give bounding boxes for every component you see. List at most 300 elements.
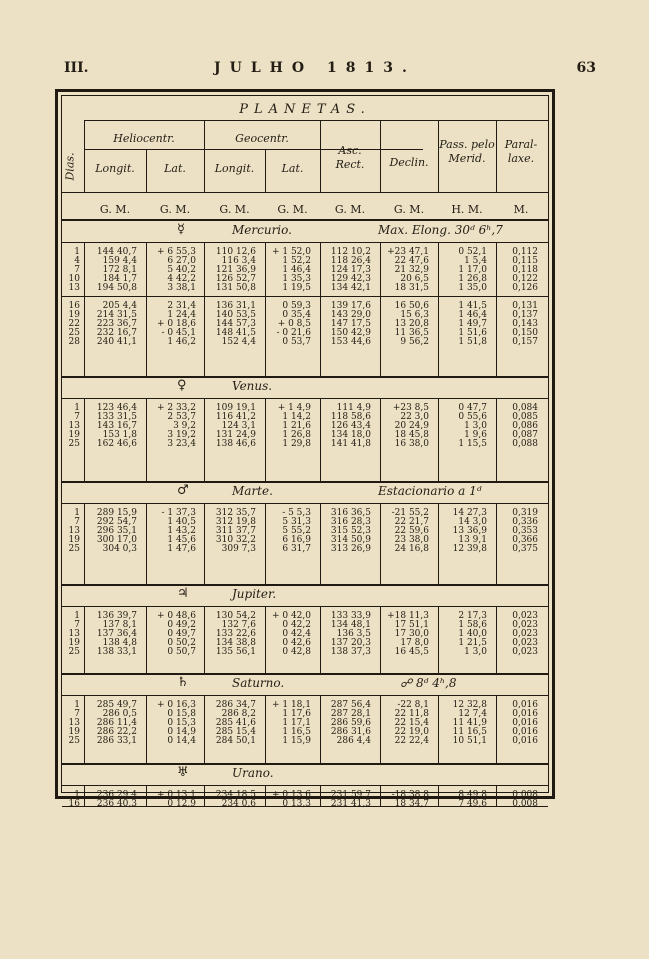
value-cell: 159 4,4 (102, 256, 137, 266)
value-cell: -18 38,8 (391, 790, 429, 800)
value-cell: 0,088 (512, 439, 538, 449)
value-cell: 285 41,6 (215, 718, 256, 728)
value-cell: 15 6,3 (400, 310, 429, 320)
planet-note: Max. Elong. 30ᵈ 6ʰ,7 (378, 223, 503, 237)
unit-label: G. M. (219, 203, 250, 216)
value-cell: 10 51,1 (452, 736, 487, 746)
value-cell: 1 15,5 (458, 439, 487, 449)
value-cell: 223 36,7 (96, 319, 137, 329)
value-cell: 11 41,9 (452, 718, 487, 728)
value-cell: 0,143 (512, 319, 538, 329)
value-cell: 1 19,5 (282, 283, 311, 293)
value-cell: 0,023 (512, 647, 538, 657)
value-cell: 22 3,0 (400, 412, 429, 422)
planet-name: Marte. (232, 484, 273, 498)
value-cell: 0 42,8 (282, 647, 311, 657)
value-cell: 1 52,2 (282, 256, 311, 266)
value-cell: 22 19,0 (394, 727, 429, 737)
day-cell: 13 (68, 526, 80, 536)
value-cell: 1 3,0 (464, 421, 487, 431)
value-cell: 153 44,6 (330, 337, 371, 347)
value-cell: 13 9,1 (458, 535, 487, 545)
value-cell: 286 33,1 (96, 736, 137, 746)
value-cell: 23 38,0 (394, 535, 429, 545)
value-cell: 316 28,3 (330, 517, 371, 527)
planet-name: Venus. (232, 379, 273, 393)
planet-note: Estacionario a 1ᵈ (378, 484, 482, 498)
value-cell: 1 17,0 (458, 265, 487, 275)
value-cell: 134 18,0 (330, 430, 371, 440)
day-cell: 1 (74, 700, 80, 710)
value-cell: 312 35,7 (215, 508, 256, 518)
value-cell: 162 46,6 (96, 439, 137, 449)
value-cell: 21 32,9 (394, 265, 429, 275)
value-cell: 234 18,5 (215, 790, 256, 800)
value-cell: 1 5,4 (464, 256, 487, 266)
planet-name: Mercurio. (232, 223, 292, 237)
value-cell: 124 3,1 (221, 421, 256, 431)
value-cell: 286 11,4 (96, 718, 137, 728)
value-cell: 172 8,1 (102, 265, 137, 275)
planet-note: ☍ 8ᵈ 4ʰ,8 (400, 676, 457, 690)
value-cell: 296 35,1 (96, 526, 137, 536)
geocentric-header: Geocentr. (235, 132, 289, 145)
value-cell: 0,008 (512, 799, 538, 809)
planet-table (61, 95, 549, 809)
day-cell: 13 (68, 283, 80, 293)
value-cell: 126 43,4 (330, 421, 371, 431)
value-cell: 311 37,7 (215, 526, 256, 536)
day-cell: 25 (68, 439, 80, 449)
value-cell: 18 34,7 (394, 799, 429, 809)
value-cell: 1 45,6 (167, 535, 196, 545)
table-row (62, 648, 548, 657)
value-cell: 133 31,5 (96, 412, 137, 422)
value-cell: -21 55,2 (391, 508, 429, 518)
value-cell: 1 35,3 (282, 274, 311, 284)
value-cell: 0 42,2 (282, 620, 311, 630)
value-cell: 1 9,6 (464, 430, 487, 440)
value-cell: 312 19,8 (215, 517, 256, 527)
value-cell: 0 50,7 (167, 647, 196, 657)
day-cell: 1 (74, 790, 80, 800)
value-cell: + 0 8,5 (277, 319, 311, 329)
value-cell: 184 1,7 (102, 274, 137, 284)
planet-symbol-icon: ♄ (177, 675, 189, 690)
value-cell: 289 15,9 (96, 508, 137, 518)
value-cell: 310 32,2 (215, 535, 256, 545)
page-section-number: III. (64, 60, 89, 76)
unit-label: G. M. (393, 203, 425, 216)
value-cell: 286 59,6 (330, 718, 371, 728)
value-cell: 140 53,5 (215, 310, 256, 320)
value-cell: 1 41,5 (458, 301, 487, 311)
value-cell: - 5 5,3 (282, 508, 311, 518)
value-cell: 0 15,8 (167, 709, 196, 719)
value-cell: 0 35,4 (282, 310, 311, 320)
value-cell: 0,087 (512, 430, 538, 440)
value-cell: 0,353 (512, 526, 538, 536)
value-cell: 8 49,8 (458, 790, 487, 800)
value-cell: 116 3,4 (221, 256, 256, 266)
value-cell: 0 15,3 (167, 718, 196, 728)
value-cell: 1 46,4 (458, 310, 487, 320)
value-cell: +23 8,5 (392, 403, 429, 413)
value-cell: 24 16,8 (394, 544, 429, 554)
value-cell: 0,008 (512, 790, 538, 800)
value-cell: 194 50,8 (96, 283, 137, 293)
value-cell: 240 41,1 (96, 337, 137, 347)
value-cell: 287 56,4 (330, 700, 371, 710)
day-cell: 19 (68, 638, 80, 648)
value-cell: - 1 37,3 (161, 508, 196, 518)
geo-latitude-header: Lat. (281, 162, 304, 175)
value-cell: 214 31,5 (96, 310, 137, 320)
value-cell: 138 33,1 (96, 647, 137, 657)
geo-longitude-header: Longit. (214, 162, 255, 175)
value-cell: 0,085 (512, 412, 538, 422)
day-cell: 25 (68, 544, 80, 554)
value-cell: 286 8,2 (221, 709, 256, 719)
value-cell: 300 17,0 (96, 535, 137, 545)
value-cell: 316 36,5 (330, 508, 371, 518)
value-cell: 1 24,4 (167, 310, 196, 320)
value-cell: 14 3,0 (458, 517, 487, 527)
day-cell: 19 (68, 310, 80, 320)
day-cell: 19 (68, 727, 80, 737)
value-cell: 1 51,8 (458, 337, 487, 347)
value-cell: 0,016 (512, 718, 538, 728)
value-cell: 12 32,8 (452, 700, 487, 710)
value-cell: 1 26,8 (458, 274, 487, 284)
value-cell: 123 46,4 (96, 403, 137, 413)
value-cell: 286 31,6 (330, 727, 371, 737)
value-cell: 0,131 (512, 301, 538, 311)
value-cell: 1 43,2 (167, 526, 196, 536)
value-cell: 109 19,1 (215, 403, 256, 413)
unit-label: G. M. (159, 203, 191, 216)
value-cell: -22 8,1 (397, 700, 429, 710)
value-cell: 0,336 (512, 517, 538, 527)
value-cell: 12 39,8 (452, 544, 487, 554)
value-cell: 152 4,4 (221, 337, 256, 347)
value-cell: 1 26,8 (282, 430, 311, 440)
value-cell: 0 42,6 (282, 638, 311, 648)
value-cell: 5 40,2 (167, 265, 196, 275)
value-cell: 0 55,6 (458, 412, 487, 422)
value-cell: 137 20,3 (330, 638, 371, 648)
value-cell: 236 29,4 (96, 790, 137, 800)
value-cell: 286 34,7 (215, 700, 256, 710)
value-cell: 144 57,3 (215, 319, 256, 329)
value-cell: 1 17,1 (282, 718, 311, 728)
value-cell: 0,122 (512, 274, 538, 284)
value-cell: 18 31,5 (394, 283, 429, 293)
value-cell: 112 10,2 (330, 247, 371, 257)
value-cell: 134 38,8 (215, 638, 256, 648)
value-cell: 130 54,2 (215, 611, 256, 621)
value-cell: 0,023 (512, 629, 538, 639)
value-cell: 126 52,7 (215, 274, 256, 284)
planet-table-frame (55, 89, 555, 809)
day-cell: 4 (74, 256, 80, 266)
value-cell: 1 16,5 (282, 727, 311, 737)
value-cell: 11 36,5 (394, 328, 429, 338)
value-cell: 116 41,2 (215, 412, 256, 422)
planet-symbol-icon: ♃ (177, 586, 189, 601)
value-cell: 118 26,4 (330, 256, 371, 266)
meridian-passage-header: Pass. pelo Merid. (439, 138, 495, 165)
value-cell: 124 17,3 (330, 265, 371, 275)
value-cell: 16 45,5 (394, 647, 429, 657)
value-cell: 1 21,6 (282, 421, 311, 431)
table-row (62, 545, 548, 554)
value-cell: 136 3,5 (336, 629, 371, 639)
value-cell: 0 53,7 (282, 337, 311, 347)
value-cell: + 0 42,0 (271, 611, 311, 621)
value-cell: 110 12,6 (215, 247, 256, 257)
value-cell: 20 24,9 (394, 421, 429, 431)
day-cell: 1 (74, 247, 80, 257)
value-cell: 143 29,0 (330, 310, 371, 320)
value-cell: 9 56,2 (400, 337, 429, 347)
day-cell: 10 (68, 274, 80, 284)
value-cell: 0 14,9 (167, 727, 196, 737)
value-cell: 1 21,5 (458, 638, 487, 648)
value-cell: 1 46,2 (167, 337, 196, 347)
unit-label: G. M. (334, 203, 366, 216)
value-cell: 111 4,9 (336, 403, 371, 413)
value-cell: 0,086 (512, 421, 538, 431)
day-cell: 7 (74, 620, 80, 630)
value-cell: 1 46,4 (282, 265, 311, 275)
value-cell: 1 3,0 (464, 647, 487, 657)
value-cell: 286 22,2 (96, 727, 137, 737)
value-cell: 1 29,8 (282, 439, 311, 449)
planet-symbol-icon: ♂ (177, 483, 189, 498)
value-cell: 0,126 (512, 283, 538, 293)
day-cell: 19 (68, 535, 80, 545)
value-cell: 6 16,9 (282, 535, 311, 545)
value-cell: - 0 21,6 (276, 328, 311, 338)
value-cell: 5 55,2 (282, 526, 311, 536)
day-cell: 16 (68, 301, 80, 311)
value-cell: 7 49,6 (458, 799, 487, 809)
value-cell: 2 31,4 (167, 301, 196, 311)
value-cell: 0,016 (512, 700, 538, 710)
value-cell: 315 52,3 (330, 526, 371, 536)
value-cell: 6 27,0 (167, 256, 196, 266)
value-cell: 1 40,5 (167, 517, 196, 527)
value-cell: 144 40,7 (96, 247, 137, 257)
day-cell: 13 (68, 629, 80, 639)
value-cell: 205 4,4 (102, 301, 137, 311)
value-cell: 136 31,1 (215, 301, 256, 311)
value-cell: 292 54,7 (96, 517, 137, 527)
value-cell: 137 8,1 (102, 620, 137, 630)
value-cell: 1 14,2 (282, 412, 311, 422)
day-cell: 1 (74, 611, 80, 621)
value-cell: 1 17,6 (282, 709, 311, 719)
planet-name: Saturno. (232, 676, 285, 690)
day-cell: 7 (74, 412, 80, 422)
day-cell: 28 (68, 337, 80, 347)
value-cell: + 6 55,3 (156, 247, 196, 257)
value-cell: 138 4,8 (102, 638, 137, 648)
value-cell: 0,023 (512, 638, 538, 648)
value-cell: 17 30,0 (394, 629, 429, 639)
value-cell: 309 7,3 (221, 544, 256, 554)
value-cell: 0 42,4 (282, 629, 311, 639)
day-cell: 1 (74, 508, 80, 518)
value-cell: 1 49,7 (458, 319, 487, 329)
value-cell: 3 19,2 (167, 430, 196, 440)
value-cell: 133 22,6 (215, 629, 256, 639)
value-cell: 148 41,5 (215, 328, 256, 338)
value-cell: + 0 13,6 (271, 790, 311, 800)
value-cell: 0,366 (512, 535, 538, 545)
value-cell: 232 16,7 (96, 328, 137, 338)
planet-name: Jupiter. (232, 587, 277, 601)
value-cell: +23 47,1 (387, 247, 429, 257)
value-cell: 231 41,3 (330, 799, 371, 809)
value-cell: 314 50,9 (330, 535, 371, 545)
value-cell: 0,115 (512, 256, 538, 266)
ascension-header: Asc. Rect. (335, 144, 365, 171)
value-cell: 138 46,6 (215, 439, 256, 449)
value-cell: 153 1,8 (102, 430, 137, 440)
day-cell: 1 (74, 403, 80, 413)
value-cell: 0,016 (512, 727, 538, 737)
planet-name: Urano. (232, 766, 274, 780)
value-cell: 2 53,7 (167, 412, 196, 422)
value-cell: 134 48,1 (330, 620, 371, 630)
value-cell: 285 15,4 (215, 727, 256, 737)
value-cell: 138 37,3 (330, 647, 371, 657)
value-cell: 131 24,9 (215, 430, 256, 440)
value-cell: + 0 48,6 (156, 611, 196, 621)
value-cell: 118 58,6 (330, 412, 371, 422)
table-row (62, 284, 548, 293)
value-cell: + 1 52,0 (271, 247, 311, 257)
day-cell: 7 (74, 517, 80, 527)
value-cell: 16 38,0 (394, 439, 429, 449)
day-cell: 19 (68, 430, 80, 440)
value-cell: 284 50,1 (215, 736, 256, 746)
value-cell: 1 47,6 (167, 544, 196, 554)
table-row (62, 800, 548, 809)
table-row (62, 440, 548, 449)
value-cell: 4 42,2 (167, 274, 196, 284)
value-cell: 0 49,7 (167, 629, 196, 639)
helio-longitude-header: Longit. (95, 162, 135, 175)
value-cell: 287 28,1 (330, 709, 371, 719)
value-cell: 286 0,5 (102, 709, 137, 719)
value-cell: 0 52,1 (458, 247, 487, 257)
value-cell: + 0 18,6 (156, 319, 196, 329)
day-cell: 13 (68, 718, 80, 728)
value-cell: 0 50,2 (167, 638, 196, 648)
value-cell: 121 36,9 (215, 265, 256, 275)
value-cell: 0,023 (512, 611, 538, 621)
value-cell: 1 15,9 (282, 736, 311, 746)
value-cell: 13 36,9 (452, 526, 487, 536)
value-cell: 236 40,3 (96, 799, 137, 809)
value-cell: 141 41,8 (330, 439, 371, 449)
day-cell: 25 (68, 647, 80, 657)
value-cell: 18 45,8 (394, 430, 429, 440)
day-cell: 7 (74, 709, 80, 719)
planet-symbol-icon: ♅ (177, 765, 189, 780)
unit-label: H. M. (451, 203, 483, 216)
value-cell: 1 40,0 (458, 629, 487, 639)
value-cell: 137 36,4 (96, 629, 137, 639)
day-cell: 22 (68, 319, 80, 329)
value-cell: 22 15,4 (394, 718, 429, 728)
day-cell: 25 (68, 328, 80, 338)
value-cell: 304 0,3 (102, 544, 137, 554)
value-cell: 22 11,8 (394, 709, 429, 719)
value-cell: 0,023 (512, 620, 538, 630)
value-cell: 22 21,7 (394, 517, 429, 527)
value-cell: 132 7,6 (221, 620, 256, 630)
unit-label: G. M. (99, 203, 131, 216)
value-cell: 14 27,3 (452, 508, 487, 518)
value-cell: 139 17,6 (330, 301, 371, 311)
value-cell: 147 17,5 (330, 319, 371, 329)
value-cell: 0,157 (512, 337, 538, 347)
value-cell: 134 42,1 (330, 283, 371, 293)
value-cell: 0 13,3 (282, 799, 311, 809)
value-cell: 6 31,7 (282, 544, 311, 554)
value-cell: 150 42,9 (330, 328, 371, 338)
value-cell: 285 49,7 (96, 700, 137, 710)
day-cell: 7 (74, 265, 80, 275)
value-cell: 0,016 (512, 736, 538, 746)
planet-symbol-icon: ♀ (177, 378, 187, 393)
value-cell: + 0 13,1 (156, 790, 196, 800)
value-cell: + 2 33,2 (156, 403, 196, 413)
day-cell: 16 (68, 799, 80, 809)
unit-label: M. (513, 203, 529, 216)
value-cell: 3 23,4 (167, 439, 196, 449)
value-cell: 131 50,8 (215, 283, 256, 293)
parallax-header: Paral-laxe. (504, 138, 538, 165)
page-number: 63 (576, 60, 596, 76)
dias-label: Dias. (63, 152, 77, 181)
table-row (62, 737, 548, 746)
table-title: PLANETAS. (239, 102, 371, 117)
value-cell: 234 0,6 (221, 799, 256, 809)
value-cell: 1 35,0 (458, 283, 487, 293)
planet-symbol-icon: ☿ (177, 222, 185, 237)
value-cell: 17 8,0 (400, 638, 429, 648)
value-cell: 135 56,1 (215, 647, 256, 657)
value-cell: 1 51,6 (458, 328, 487, 338)
declination-header: Declin. (389, 156, 429, 169)
value-cell: + 0 16,3 (156, 700, 196, 710)
value-cell: 3 9,2 (173, 421, 196, 431)
value-cell: 286 4,4 (336, 736, 371, 746)
value-cell: 0,118 (512, 265, 538, 275)
value-cell: 313 26,9 (330, 544, 371, 554)
value-cell: 22 47,6 (394, 256, 429, 266)
heliocentric-header: Heliocentr. (113, 132, 175, 145)
value-cell: 0,137 (512, 310, 538, 320)
unit-label: G. M. (277, 203, 308, 216)
value-cell: 129 42,3 (330, 274, 371, 284)
value-cell: 0 12,9 (167, 799, 196, 809)
